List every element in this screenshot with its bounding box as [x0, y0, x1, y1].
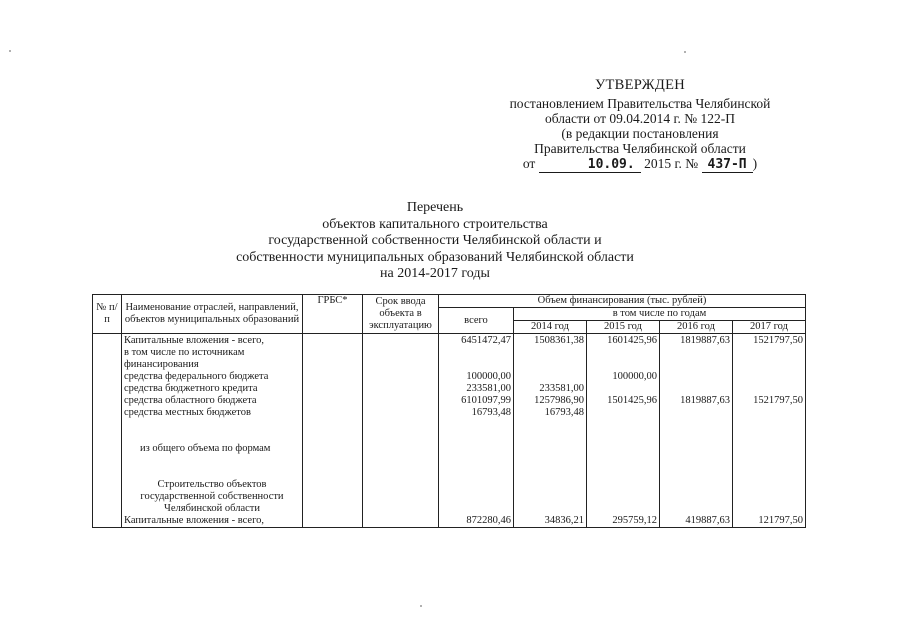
y2017-cell	[733, 334, 806, 528]
value: 233581,00	[466, 383, 511, 394]
value: 100000,00	[466, 371, 511, 382]
date-suffix: )	[752, 156, 758, 171]
header-2015: 2015 год	[587, 321, 660, 334]
approval-line: области от 09.04.2014 г. № 122-П	[545, 111, 735, 126]
approval-date-line	[470, 156, 810, 173]
term-cell	[363, 334, 439, 528]
row-name: Капитальные вложения - всего,	[124, 335, 264, 346]
scan-speck	[420, 605, 422, 607]
value: 1521797,50	[753, 335, 803, 346]
value: 233581,00	[539, 383, 584, 394]
row-name: Капитальные вложения - всего,	[124, 515, 264, 526]
row-name: средства областного бюджета	[124, 395, 257, 406]
value: 872280,46	[466, 515, 511, 526]
approval-block	[470, 78, 810, 173]
value: 34836,21	[544, 515, 584, 526]
no-cell	[93, 334, 122, 528]
subsection-line: Строительство объектов	[157, 479, 267, 490]
y2014-cell	[514, 334, 587, 528]
value: 6451472,47	[461, 335, 511, 346]
document-title	[185, 200, 685, 283]
header-term: Срок ввода объекта в эксплуатацию	[363, 295, 439, 334]
title-line: на 2014-2017 годы	[380, 266, 490, 281]
header-total: всего	[439, 308, 514, 334]
date-prefix: от	[522, 156, 536, 171]
title-line: объектов капитального строительства	[322, 216, 548, 232]
header-2016: 2016 год	[660, 321, 733, 334]
y2016-cell	[660, 334, 733, 528]
value: 16793,48	[544, 407, 584, 418]
value: 6101097,99	[461, 395, 511, 406]
value: 1257986,90	[534, 395, 584, 406]
row-name: средства местных бюджетов	[124, 407, 251, 418]
approval-line: постановлением Правительства Челябинской	[509, 96, 771, 111]
header-name: Наименование отраслей, направлений, объектов муниципальных образований	[122, 295, 303, 334]
value: 100000,00	[612, 371, 657, 382]
scan-speck	[9, 50, 11, 52]
header-2017: 2017 год	[733, 321, 806, 334]
grbs-cell	[303, 334, 363, 528]
approval-line: (в редакции постановления	[561, 126, 719, 141]
value: 1508361,38	[534, 335, 584, 346]
value: 1601425,96	[607, 335, 657, 346]
header-no: № п/п	[93, 295, 122, 334]
y2015-cell	[587, 334, 660, 528]
financing-table	[92, 294, 806, 528]
value: 1819887,63	[680, 395, 730, 406]
approval-line: Правительства Челябинской области	[534, 141, 746, 156]
section-label: из общего объема по формам	[140, 443, 271, 454]
row-name: средства федерального бюджета	[124, 371, 269, 382]
row-name: в том числе по источникам	[124, 347, 245, 358]
scan-speck	[684, 51, 686, 53]
header-by-years: в том числе по годам	[514, 308, 806, 321]
value: 1501425,96	[607, 395, 657, 406]
row-name: средства бюджетного кредита	[124, 383, 258, 394]
header-grbs: ГРБС*	[303, 295, 363, 334]
title-line: Перечень	[406, 200, 464, 215]
value: 419887,63	[685, 515, 730, 526]
approval-title: УТВЕРЖДЕН	[594, 77, 686, 93]
value: 121797,50	[758, 515, 803, 526]
header-2014: 2014 год	[514, 321, 587, 334]
value: 1819887,63	[680, 335, 730, 346]
title-line: государственной собственности Челябинской области и	[268, 233, 602, 248]
date-mid: 2015 г. №	[644, 156, 699, 171]
subsection-line: Челябинской области	[164, 503, 260, 514]
value: 16793,48	[471, 407, 511, 418]
subsection-line: государственной собственности	[140, 491, 284, 502]
header-financing: Объем финансирования (тыс. рублей)	[439, 295, 806, 308]
handwritten-date: 10.09.	[539, 157, 641, 173]
row-name: финансирования	[124, 359, 199, 370]
name-cell	[122, 334, 303, 528]
value: 1521797,50	[753, 395, 803, 406]
title-line: собственности муниципальных образований Челябинской области	[236, 249, 634, 265]
total-cell	[439, 334, 514, 528]
handwritten-number: 437-П	[702, 157, 753, 173]
value: 295759,12	[612, 515, 657, 526]
